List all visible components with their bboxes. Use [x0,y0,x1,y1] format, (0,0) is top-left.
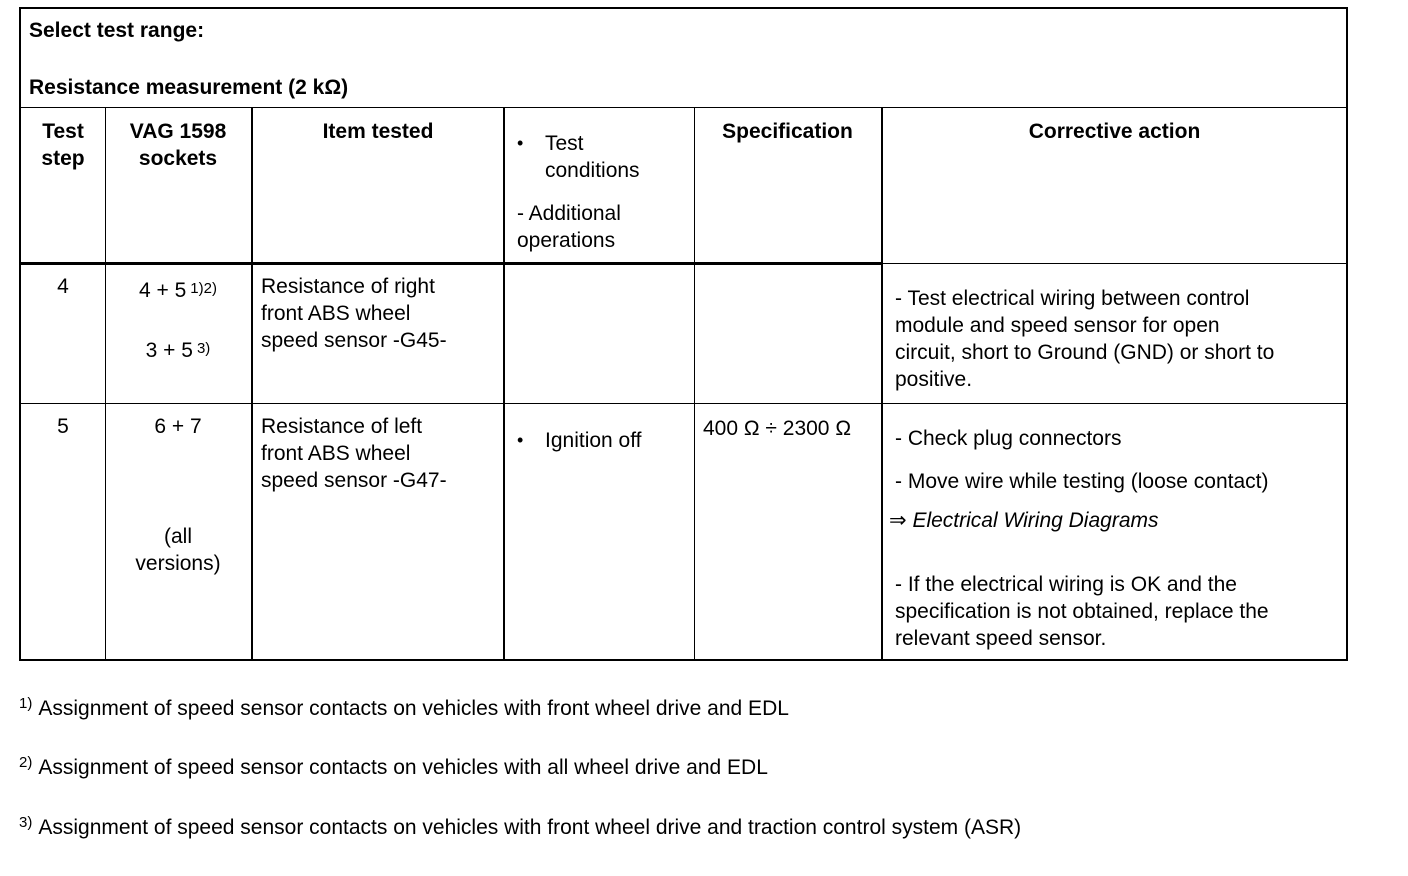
footnote-3 [19,816,1021,840]
row5-action-replace-line2: specification is not obtained, replace the [895,600,1269,623]
header-sockets-line1: VAG 1598 [129,120,227,143]
header-additional-line2: operations [517,229,616,252]
col-divider-5 [881,107,883,659]
row5-action-replace [895,571,1269,652]
header-conditions-line1: Test [545,132,584,155]
row5-action-wiring-link[interactable] [889,507,1159,534]
header-sockets [105,118,251,172]
row5-action-replace-line3: relevant speed sensor. [895,627,1107,650]
wiring-diagrams-link[interactable]: Electrical Wiring Diagrams [912,509,1159,532]
row5-item [261,413,447,494]
arrow-right-icon: ⇒ [889,509,907,532]
row5-socket-versions-line2: versions) [135,552,221,575]
row5-spec: 400 Ω ÷ 2300 Ω [703,417,852,440]
row4-socket-a-footnote: 1)2) [190,280,217,297]
header-specification: Specification [722,120,853,143]
row4-socket-b-footnote: 3) [196,340,211,357]
header-conditions-line2: conditions [545,159,640,182]
footnote-1 [19,697,789,721]
footnote-3-text: Assignment of speed sensor contacts on vehicles with front wheel drive and traction control system (ASR) [38,816,1022,839]
row5-step: 5 [57,415,69,438]
row5-item-line2: front ABS wheel [261,442,411,465]
col-divider-4 [694,107,695,659]
row4-item [261,273,447,354]
row5-socket-versions-line1: (all [163,525,192,548]
row4-socket-a [105,277,251,304]
header-corrective-action: Corrective action [1028,120,1201,143]
header-sockets-line2: sockets [138,147,218,170]
row5-condition [517,427,642,454]
col-divider-2 [251,107,253,659]
row4-action-line1: - Test electrical wiring between control [895,287,1250,310]
row4-item-line2: front ABS wheel [261,302,411,325]
row5-item-line3: speed sensor -G47- [261,469,447,492]
bullet-icon: • [517,133,524,153]
row4-socket-b-value: 3 + 5 [145,339,193,362]
header-divider [21,262,883,265]
row5-socket-a: 6 + 7 [154,415,202,438]
row4-item-line1: Resistance of right [261,275,435,298]
row5-action-replace-line1: - If the electrical wiring is OK and the [895,573,1237,596]
row4-action-line4: positive. [895,368,973,391]
footnote-1-mark: 1) [19,695,33,712]
caption-divider [21,107,1346,108]
col-divider-3 [503,107,505,659]
row5-item-line1: Resistance of left [261,415,423,438]
header-item-tested: Item tested [322,120,434,143]
header-additional [517,200,621,254]
row-divider [21,403,1346,404]
row4-action [895,285,1274,393]
footnote-1-text: Assignment of speed sensor contacts on vehicles with front wheel drive and EDL [38,697,789,720]
row4-action-line2: module and speed sensor for open [895,314,1220,337]
header-test-step-line2: step [41,147,85,170]
header-conditions [517,130,640,184]
header-test-step-line1: Test [42,120,84,143]
row5-condition-text: Ignition off [545,429,642,452]
row5-socket-versions [105,523,251,577]
row4-action-line3: circuit, short to Ground (GND) or short to [895,341,1275,364]
footnote-2-mark: 2) [19,754,33,771]
footnote-2 [19,756,768,780]
test-table [19,7,1348,661]
row5-action-check-plugs: - Check plug connectors [895,427,1122,450]
footnote-2-text: Assignment of speed sensor contacts on vehicles with all wheel drive and EDL [38,756,768,779]
header-divider-right [883,263,1346,264]
row4-item-line3: speed sensor -G45- [261,329,447,352]
row4-socket-b [105,337,251,364]
caption-measurement: Resistance measurement (2 kΩ) [29,76,349,99]
row5-action-move-wire: - Move wire while testing (loose contact) [895,470,1269,493]
row4-socket-a-value: 4 + 5 [139,279,187,302]
header-test-step [21,118,105,172]
footnote-3-mark: 3) [19,814,33,831]
header-additional-line1: - Additional [517,202,621,225]
bullet-icon: • [517,430,524,450]
row4-step: 4 [57,275,69,298]
caption-select-range: Select test range: [29,19,205,42]
